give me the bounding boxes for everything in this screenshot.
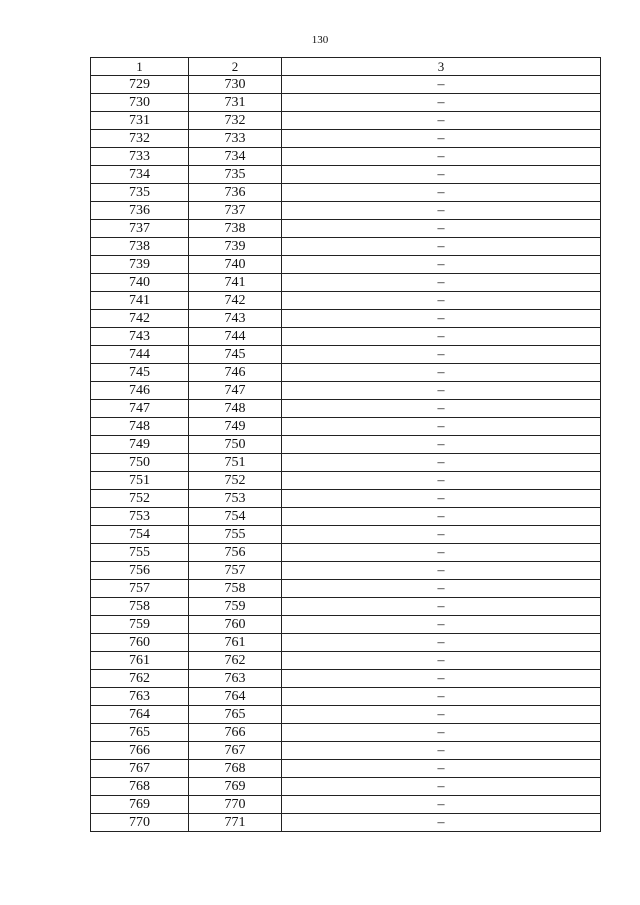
table-cell-col-1: 738 xyxy=(91,238,189,256)
table-cell-col-1: 752 xyxy=(91,490,189,508)
table-cell-col-2: 743 xyxy=(189,310,282,328)
table-cell-col-2: 761 xyxy=(189,634,282,652)
table-cell-col-3: – xyxy=(282,364,601,382)
table-row xyxy=(91,112,601,130)
table-cell-col-1: 734 xyxy=(91,166,189,184)
table-cell-col-1: 764 xyxy=(91,706,189,724)
table-cell-col-1: 740 xyxy=(91,274,189,292)
table-cell-col-1: 733 xyxy=(91,148,189,166)
table-cell-col-3: – xyxy=(282,670,601,688)
table-cell-col-3: – xyxy=(282,778,601,796)
table-row xyxy=(91,292,601,310)
table-row xyxy=(91,274,601,292)
table-cell-col-3: – xyxy=(282,688,601,706)
table-cell-col-2: 756 xyxy=(189,544,282,562)
table-cell-col-1: 766 xyxy=(91,742,189,760)
table-cell-col-3: – xyxy=(282,184,601,202)
table-cell-col-3: – xyxy=(282,598,601,616)
table-cell-col-1: 767 xyxy=(91,760,189,778)
table-row xyxy=(91,760,601,778)
table-cell-col-3: – xyxy=(282,508,601,526)
table-cell-col-3: – xyxy=(282,724,601,742)
table-row xyxy=(91,220,601,238)
table-row xyxy=(91,400,601,418)
column-header-1: 1 xyxy=(91,58,189,76)
table-row xyxy=(91,562,601,580)
table-row xyxy=(91,508,601,526)
table-cell-col-2: 747 xyxy=(189,382,282,400)
table-cell-col-3: – xyxy=(282,166,601,184)
table-row xyxy=(91,310,601,328)
table-cell-col-3: – xyxy=(282,616,601,634)
table-cell-col-2: 749 xyxy=(189,418,282,436)
table-cell-col-2: 736 xyxy=(189,184,282,202)
table-cell-col-3: – xyxy=(282,814,601,832)
table-row xyxy=(91,580,601,598)
table-cell-col-2: 730 xyxy=(189,76,282,94)
table-row xyxy=(91,382,601,400)
table-cell-col-3: – xyxy=(282,112,601,130)
table-cell-col-3: – xyxy=(282,256,601,274)
table-cell-col-2: 737 xyxy=(189,202,282,220)
table-cell-col-2: 755 xyxy=(189,526,282,544)
table-row xyxy=(91,148,601,166)
table-cell-col-1: 749 xyxy=(91,436,189,454)
table-cell-col-1: 732 xyxy=(91,130,189,148)
table-cell-col-1: 736 xyxy=(91,202,189,220)
table-cell-col-1: 761 xyxy=(91,652,189,670)
table-row xyxy=(91,796,601,814)
table-cell-col-3: – xyxy=(282,490,601,508)
table-cell-col-1: 748 xyxy=(91,418,189,436)
table-cell-col-1: 762 xyxy=(91,670,189,688)
table-cell-col-2: 752 xyxy=(189,472,282,490)
table-row xyxy=(91,742,601,760)
table-cell-col-3: – xyxy=(282,580,601,598)
table-row xyxy=(91,94,601,112)
table-cell-col-3: – xyxy=(282,148,601,166)
table-row xyxy=(91,706,601,724)
table-row xyxy=(91,652,601,670)
table-cell-col-3: – xyxy=(282,292,601,310)
table-cell-col-2: 762 xyxy=(189,652,282,670)
table-cell-col-3: – xyxy=(282,346,601,364)
table-cell-col-1: 754 xyxy=(91,526,189,544)
table-cell-col-3: – xyxy=(282,652,601,670)
table-cell-col-1: 770 xyxy=(91,814,189,832)
table-cell-col-2: 771 xyxy=(189,814,282,832)
table-cell-col-3: – xyxy=(282,310,601,328)
table-row xyxy=(91,166,601,184)
table-cell-col-2: 770 xyxy=(189,796,282,814)
table-cell-col-3: – xyxy=(282,562,601,580)
table-cell-col-2: 746 xyxy=(189,364,282,382)
table-row xyxy=(91,346,601,364)
table-cell-col-1: 735 xyxy=(91,184,189,202)
table-cell-col-2: 760 xyxy=(189,616,282,634)
table-cell-col-2: 748 xyxy=(189,400,282,418)
table-row xyxy=(91,454,601,472)
table-cell-col-1: 744 xyxy=(91,346,189,364)
table-row xyxy=(91,364,601,382)
table-cell-col-1: 746 xyxy=(91,382,189,400)
table-cell-col-2: 767 xyxy=(189,742,282,760)
table-cell-col-1: 759 xyxy=(91,616,189,634)
table-row xyxy=(91,202,601,220)
table-cell-col-1: 756 xyxy=(91,562,189,580)
table-cell-col-2: 734 xyxy=(189,148,282,166)
table-row xyxy=(91,472,601,490)
table-cell-col-1: 729 xyxy=(91,76,189,94)
table-cell-col-3: – xyxy=(282,760,601,778)
table-cell-col-1: 750 xyxy=(91,454,189,472)
table-cell-col-2: 759 xyxy=(189,598,282,616)
table-row xyxy=(91,238,601,256)
table-row xyxy=(91,256,601,274)
table-cell-col-3: – xyxy=(282,634,601,652)
table-cell-col-2: 732 xyxy=(189,112,282,130)
table-cell-col-1: 755 xyxy=(91,544,189,562)
table-cell-col-1: 757 xyxy=(91,580,189,598)
table-cell-col-3: – xyxy=(282,274,601,292)
table-cell-col-3: – xyxy=(282,526,601,544)
table-row xyxy=(91,130,601,148)
table-row xyxy=(91,814,601,832)
table-cell-col-3: – xyxy=(282,436,601,454)
table-cell-col-3: – xyxy=(282,130,601,148)
table-cell-col-2: 763 xyxy=(189,670,282,688)
table-cell-col-3: – xyxy=(282,418,601,436)
table-row xyxy=(91,436,601,454)
table-cell-col-2: 740 xyxy=(189,256,282,274)
table-cell-col-2: 741 xyxy=(189,274,282,292)
table-cell-col-1: 741 xyxy=(91,292,189,310)
table-cell-col-3: – xyxy=(282,94,601,112)
table-cell-col-1: 758 xyxy=(91,598,189,616)
table-cell-col-3: – xyxy=(282,76,601,94)
table-cell-col-3: – xyxy=(282,382,601,400)
table-cell-col-3: – xyxy=(282,544,601,562)
table-header-row xyxy=(91,58,601,76)
table-cell-col-1: 742 xyxy=(91,310,189,328)
table-cell-col-3: – xyxy=(282,706,601,724)
table-row xyxy=(91,526,601,544)
table-cell-col-2: 733 xyxy=(189,130,282,148)
table-row xyxy=(91,778,601,796)
column-header-2: 2 xyxy=(189,58,282,76)
table-cell-col-3: – xyxy=(282,220,601,238)
table-cell-col-3: – xyxy=(282,328,601,346)
table-row xyxy=(91,328,601,346)
table-cell-col-1: 747 xyxy=(91,400,189,418)
table-row xyxy=(91,616,601,634)
page-number: 130 xyxy=(311,34,329,46)
table-cell-col-2: 742 xyxy=(189,292,282,310)
table-cell-col-3: – xyxy=(282,454,601,472)
table-cell-col-1: 760 xyxy=(91,634,189,652)
table-row xyxy=(91,634,601,652)
table-cell-col-3: – xyxy=(282,742,601,760)
table-cell-col-1: 768 xyxy=(91,778,189,796)
table-row xyxy=(91,544,601,562)
table-cell-col-2: 731 xyxy=(189,94,282,112)
table-cell-col-2: 739 xyxy=(189,238,282,256)
table-cell-col-2: 769 xyxy=(189,778,282,796)
table-cell-col-2: 766 xyxy=(189,724,282,742)
table-cell-col-1: 730 xyxy=(91,94,189,112)
table-cell-col-1: 743 xyxy=(91,328,189,346)
table-cell-col-2: 764 xyxy=(189,688,282,706)
table-cell-col-1: 763 xyxy=(91,688,189,706)
table-cell-col-3: – xyxy=(282,796,601,814)
table-cell-col-2: 753 xyxy=(189,490,282,508)
table-row xyxy=(91,76,601,94)
table-row xyxy=(91,598,601,616)
table-cell-col-2: 757 xyxy=(189,562,282,580)
table-cell-col-1: 739 xyxy=(91,256,189,274)
table-cell-col-1: 751 xyxy=(91,472,189,490)
table-cell-col-2: 768 xyxy=(189,760,282,778)
table-cell-col-1: 753 xyxy=(91,508,189,526)
table-cell-col-2: 751 xyxy=(189,454,282,472)
table-cell-col-1: 745 xyxy=(91,364,189,382)
table-cell-col-2: 735 xyxy=(189,166,282,184)
table-cell-col-2: 744 xyxy=(189,328,282,346)
table-cell-col-1: 769 xyxy=(91,796,189,814)
column-header-3: 3 xyxy=(282,58,601,76)
table-cell-col-2: 738 xyxy=(189,220,282,238)
table-cell-col-1: 737 xyxy=(91,220,189,238)
table-cell-col-2: 765 xyxy=(189,706,282,724)
table-cell-col-2: 745 xyxy=(189,346,282,364)
table-cell-col-3: – xyxy=(282,400,601,418)
table-body xyxy=(91,76,601,832)
table-cell-col-2: 758 xyxy=(189,580,282,598)
table-row xyxy=(91,418,601,436)
table-row xyxy=(91,724,601,742)
table-cell-col-3: – xyxy=(282,202,601,220)
table-row xyxy=(91,184,601,202)
table-row xyxy=(91,490,601,508)
table-cell-col-3: – xyxy=(282,238,601,256)
table-cell-col-3: – xyxy=(282,472,601,490)
table-cell-col-1: 765 xyxy=(91,724,189,742)
data-table xyxy=(90,57,601,832)
table-cell-col-2: 754 xyxy=(189,508,282,526)
table-row xyxy=(91,670,601,688)
table-row xyxy=(91,688,601,706)
table-cell-col-1: 731 xyxy=(91,112,189,130)
table-cell-col-2: 750 xyxy=(189,436,282,454)
